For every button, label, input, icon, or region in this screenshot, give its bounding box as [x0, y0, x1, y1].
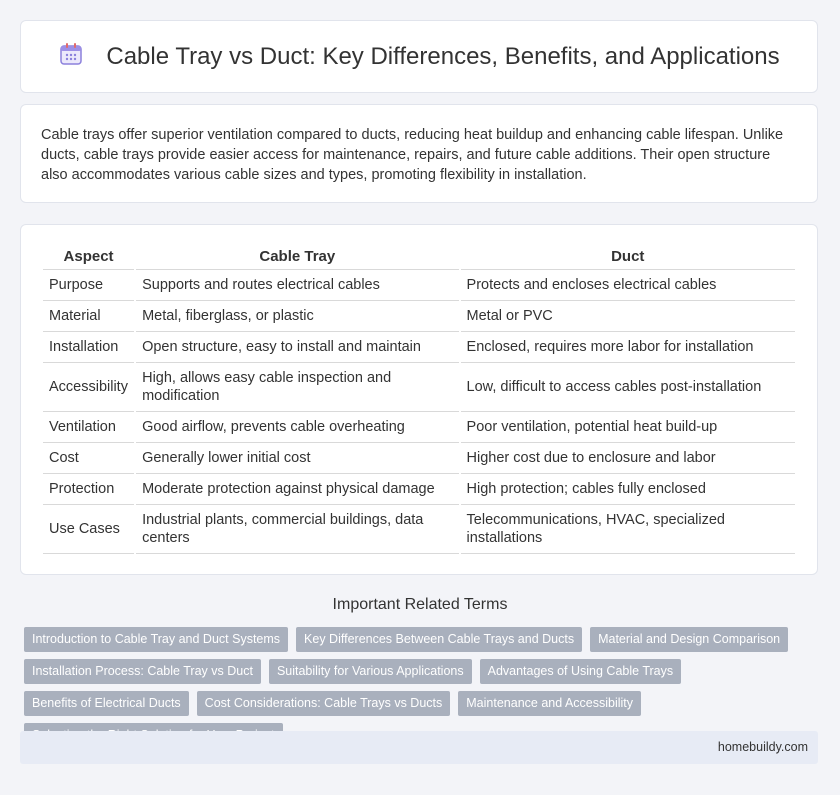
calendar-icon: [58, 41, 84, 72]
table-cell: High, allows easy cable inspection and modification: [136, 363, 458, 412]
header-card: [20, 20, 818, 93]
table-row: [43, 412, 795, 443]
summary-text: Cable trays offer superior ventilation compared to ducts, reducing heat buildup and enhancing cable lifespan. Unlike ducts, cable trays provide easier access for maintenance, repairs, and future cable additions. Their open structure also accommodates various cable sizes and types, promoting flexibility in installation.: [41, 127, 784, 183]
title-wrap: [58, 41, 779, 72]
related-terms-title: Important Related Terms: [332, 596, 508, 613]
related-term-tag[interactable]: Key Differences Between Cable Trays and Ducts: [296, 627, 582, 652]
related-term-tag[interactable]: Maintenance and Accessibility: [458, 691, 641, 716]
table-cell: Use Cases: [43, 505, 134, 554]
related-term-tag[interactable]: Suitability for Various Applications: [269, 659, 472, 684]
summary-card: [20, 104, 818, 203]
table-cell: Installation: [43, 332, 134, 363]
table-cell: Good airflow, prevents cable overheating: [136, 412, 458, 443]
table-cell: Material: [43, 301, 134, 332]
table-row: [43, 301, 795, 332]
table-row: [43, 474, 795, 505]
table-cell: Open structure, easy to install and maintain: [136, 332, 458, 363]
related-term-tag[interactable]: Introduction to Cable Tray and Duct Systems: [24, 627, 288, 652]
related-term-tag[interactable]: Installation Process: Cable Tray vs Duct: [24, 659, 261, 684]
table-cell: Ventilation: [43, 412, 134, 443]
table-cell: Metal, fiberglass, or plastic: [136, 301, 458, 332]
comparison-table: [41, 243, 797, 554]
related-term-tag[interactable]: Advantages of Using Cable Trays: [480, 659, 682, 684]
column-header-aspect: Aspect: [43, 243, 134, 270]
footer: [20, 731, 818, 764]
table-cell: Poor ventilation, potential heat build-up: [461, 412, 795, 443]
footer-site[interactable]: homebuildy.com: [717, 740, 808, 754]
table-header-row: [43, 243, 795, 270]
column-header-duct: Duct: [461, 243, 795, 270]
table-cell: Metal or PVC: [461, 301, 795, 332]
table-cell: Industrial plants, commercial buildings, data centers: [136, 505, 458, 554]
table-row: [43, 443, 795, 474]
related-term-tag[interactable]: Cost Considerations: Cable Trays vs Ducts: [197, 691, 451, 716]
table-row: [43, 505, 795, 554]
table-cell: Higher cost due to enclosure and labor: [461, 443, 795, 474]
related-term-tag[interactable]: Material and Design Comparison: [590, 627, 788, 652]
table-cell: Low, difficult to access cables post-installation: [461, 363, 795, 412]
table-row: [43, 332, 795, 363]
table-cell: High protection; cables fully enclosed: [461, 474, 795, 505]
table-cell: Cost: [43, 443, 134, 474]
table-cell: Generally lower initial cost: [136, 443, 458, 474]
column-header-cable-tray: Cable Tray: [136, 243, 458, 270]
table-cell: Protection: [43, 474, 134, 505]
table-cell: Accessibility: [43, 363, 134, 412]
related-terms-list: [24, 627, 824, 748]
page-title: Cable Tray vs Duct: Key Differences, Benefits, and Applications: [106, 42, 780, 70]
table-cell: Moderate protection against physical damage: [136, 474, 458, 505]
table-cell: Enclosed, requires more labor for installation: [461, 332, 795, 363]
comparison-card: [20, 224, 818, 575]
table-row: [43, 363, 795, 412]
table-cell: Supports and routes electrical cables: [136, 270, 458, 301]
table-cell: Purpose: [43, 270, 134, 301]
table-cell: Protects and encloses electrical cables: [461, 270, 795, 301]
table-cell: Telecommunications, HVAC, specialized installations: [461, 505, 795, 554]
related-term-tag[interactable]: Benefits of Electrical Ducts: [24, 691, 189, 716]
table-row: [43, 270, 795, 301]
